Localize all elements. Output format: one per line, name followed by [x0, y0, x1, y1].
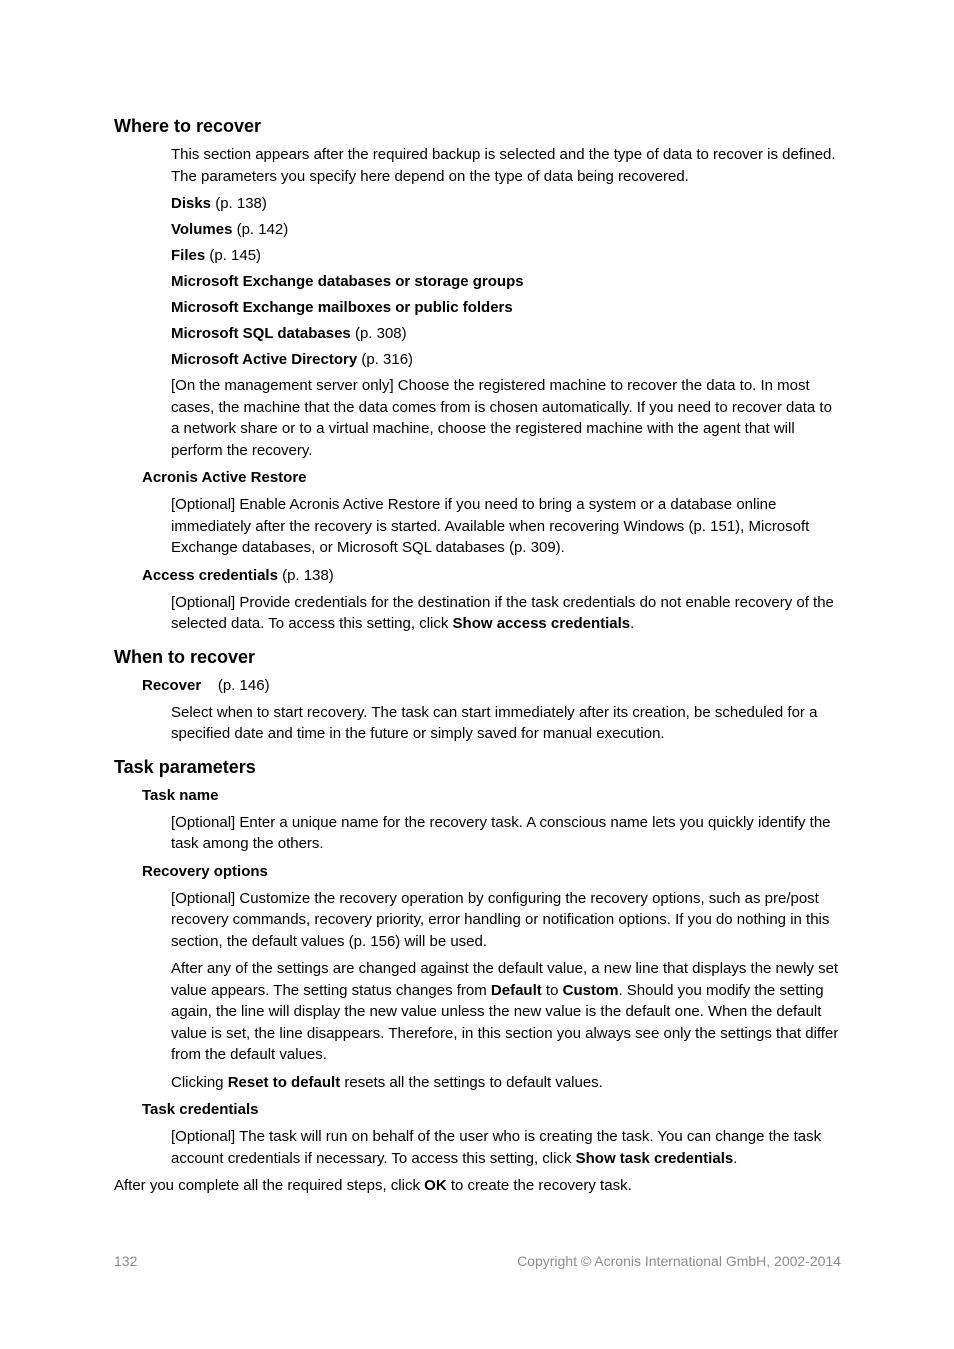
- closing-text: After you complete all the required steps, click OK to create the recovery task.: [114, 1177, 632, 1194]
- subheading-access-credentials: Access credentials (p. 138): [142, 566, 334, 584]
- page-content: [114, 114, 844, 1197]
- heading-when-to-recover: When to recover: [114, 646, 256, 667]
- task-name-text: [Optional] Enter a unique name for the recovery task. A conscious name lets you quickly identify the task among the others.: [171, 813, 831, 852]
- copyright-notice: Copyright © Acronis International GmbH, 2002-2014: [517, 1253, 841, 1269]
- item-active-directory: Microsoft Active Directory (p. 316): [171, 351, 414, 368]
- item-ref: (p. 138): [215, 195, 267, 212]
- page-number: 132: [114, 1253, 138, 1269]
- subheading-recover: Recover (p. 146): [142, 676, 270, 694]
- item-exchange-databases: Microsoft Exchange databases or storage groups: [171, 273, 524, 290]
- item-ref: (p. 308): [354, 325, 407, 342]
- heading-task-parameters: Task parameters: [114, 756, 256, 777]
- item-disks: Disks (p. 138): [171, 195, 267, 212]
- item-ref: (p. 142): [236, 221, 289, 238]
- subheading-active-restore: Acronis Active Restore: [142, 469, 307, 486]
- management-server-note: [On the management server only] Choose the registered machine to recover the data to. In most cases, the machine that the data comes from is chosen automatically. If you need to recover data to a network share or to a virtual machine, choose the registered machine with the agent that will perform the recovery.: [171, 377, 832, 459]
- item-files: Files (p. 145): [171, 247, 262, 264]
- recovery-options-change-text: After any of the settings are changed against the default value, a new line that displays the newly set value appears. The setting status changes from Default to Custom. Should you modify the setting again, the line will display the new value unless the new value is the default one. When the default value is set, the line disappears. Therefore, in this section you always see only the settings that differ from the default values.: [171, 960, 839, 1063]
- item-ref: (p. 316): [361, 351, 414, 368]
- item-ref: (p. 145): [209, 247, 262, 264]
- recovery-options-text: [Optional] Customize the recovery operation by configuring the recovery options, such as pre/post recovery commands, recovery priority, error handling or notification options. If you do nothing in this section, the default values (p. 156) will be used.: [171, 889, 830, 950]
- access-credentials-text: [Optional] Provide credentials for the destination if the task credentials do not enable recovery of the selected data. To access this setting, click Show access credentials.: [171, 593, 834, 632]
- subheading-task-name: Task name: [142, 786, 219, 804]
- active-restore-text: [Optional] Enable Acronis Active Restore if you need to bring a system or a database online immediately after the recovery is started. Available when recovering Windows (p. 151), Microsoft Exchange databases, or Microsoft SQL databases (p. 309).: [171, 496, 810, 556]
- item-exchange-mailboxes: Microsoft Exchange mailboxes or public folders: [171, 299, 513, 316]
- subheading-task-credentials: Task credentials: [142, 1101, 259, 1118]
- reset-to-default-text: Clicking Reset to default resets all the settings to default values.: [171, 1073, 603, 1091]
- task-credentials-text: [Optional] The task will run on behalf of the user who is creating the task. You can change the task account credentials if necessary. To access this setting, click Show task credentials.: [171, 1128, 822, 1167]
- heading-where-to-recover: Where to recover: [114, 116, 262, 136]
- recover-text: Select when to start recovery. The task can start immediately after its creation, be scheduled for a specified date and time in the future or simply saved for manual execution.: [171, 703, 818, 742]
- item-sql-databases: Microsoft SQL databases (p. 308): [171, 325, 407, 342]
- subheading-recovery-options: Recovery options: [142, 862, 268, 880]
- where-intro: This section appears after the required backup is selected and the type of data to recover is defined. The parameters you specify here depend on the type of data being recovered.: [171, 146, 836, 185]
- item-volumes: Volumes (p. 142): [171, 221, 289, 238]
